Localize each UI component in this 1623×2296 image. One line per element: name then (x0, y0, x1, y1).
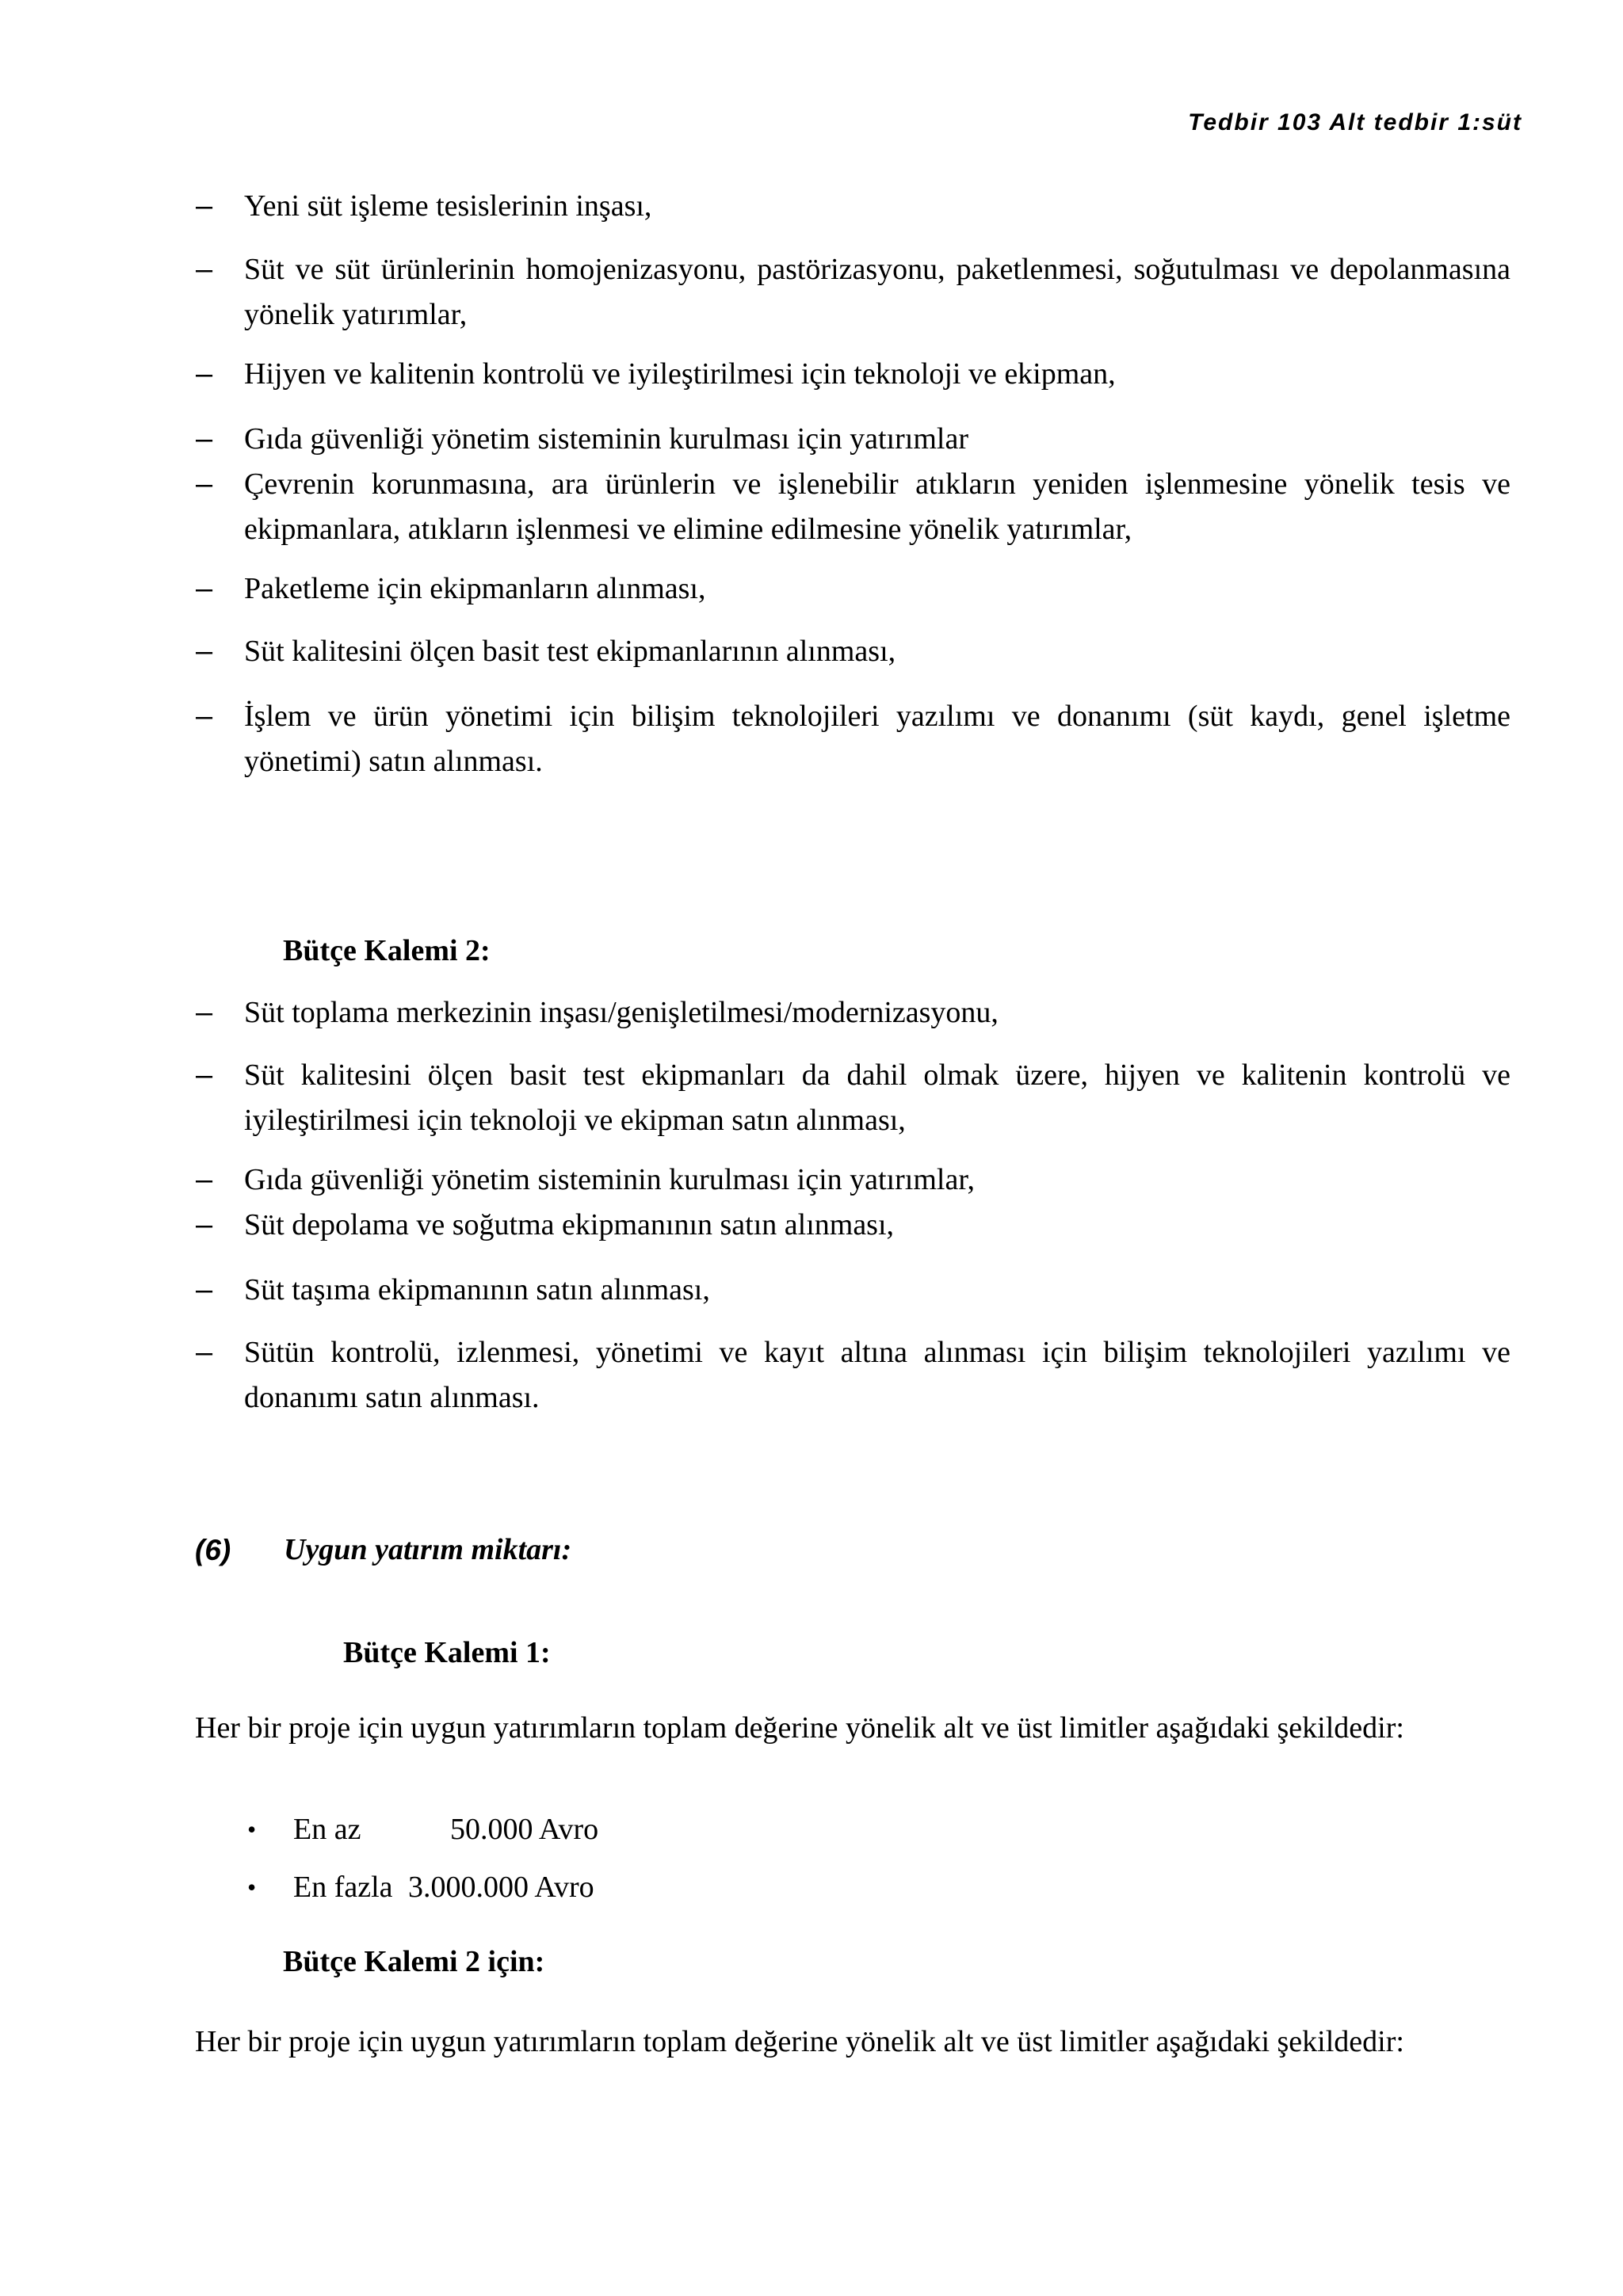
bullet-marker: • (247, 1873, 257, 1901)
list-item: Gıda güvenliği yönetim sisteminin kurulması için yatırımlar (244, 422, 968, 456)
list-item: İşlem ve ürün yönetimi için bilişim teknolojileri yazılımı ve donanımı (süt kaydı, genel işletme yönetimi) satın alınması. (244, 700, 1510, 778)
list-item: Süt kalitesini ölçen basit test ekipmanlarının alınması, (244, 635, 896, 668)
limit-min-value: 50.000 Avro (450, 1813, 599, 1846)
list-item: Çevrenin korunmasına, ara ürünlerin ve işlenebilir atıkların yeniden işlenmesine yönelik tesis ve ekipmanlara, atıkların işlenmesi ve elimine edilmesine yönelik yatırımlar, (244, 467, 1510, 546)
dash-marker: – (196, 572, 213, 605)
limit-max-value: 3.000.000 Avro (408, 1871, 594, 1904)
dash-marker: – (196, 635, 213, 668)
list-item: Paketleme için ekipmanların alınması, (244, 572, 706, 605)
list-item: Süt kalitesini ölçen basit test ekipmanları da dahil olmak üzere, hijyen ve kalitenin kontrolü ve iyileştirilmesi için teknoloji ve ekipman satın alınması, (244, 1058, 1510, 1137)
page-header: Tedbir 103 Alt tedbir 1:süt (1188, 109, 1522, 135)
limit-max-label: En fazla (293, 1871, 393, 1904)
limit-min-label: En az (293, 1813, 361, 1846)
list-item: Süt depolama ve soğutma ekipmanının satın alınması, (244, 1208, 895, 1241)
limits-paragraph: Her bir proje için uygun yatırımların toplam değerine yönelik alt ve üst limitler aşağıdaki şekildedir: (195, 1711, 1404, 1745)
section-title: Uygun yatırım miktarı: (284, 1533, 572, 1566)
section-number: (6) (195, 1534, 231, 1566)
dash-marker: – (196, 700, 213, 733)
dash-marker: – (196, 467, 213, 501)
budget-2-for-heading: Bütçe Kalemi 2 için: (283, 1945, 545, 1978)
list-item: Gıda güvenliği yönetim sisteminin kurulması için yatırımlar, (244, 1163, 975, 1196)
list-item: Süt ve süt ürünlerinin homojenizasyonu, pastörizasyonu, paketlenmesi, soğutulması ve depolanmasına yönelik yatırımlar, (244, 253, 1510, 331)
dash-marker: – (196, 357, 213, 391)
list-item: Süt taşıma ekipmanının satın alınması, (244, 1273, 710, 1306)
dash-marker: – (196, 996, 213, 1029)
bullet-marker: • (247, 1815, 257, 1844)
list-item: Süt toplama merkezinin inşası/genişletilmesi/modernizasyonu, (244, 996, 999, 1029)
dash-marker: – (196, 1058, 213, 1092)
limits-paragraph-2: Her bir proje için uygun yatırımların toplam değerine yönelik alt ve üst limitler aşağıdaki şekildedir: (195, 2025, 1404, 2058)
dash-marker: – (196, 1273, 213, 1306)
list-item: Hijyen ve kalitenin kontrolü ve iyileştirilmesi için teknoloji ve ekipman, (244, 357, 1116, 391)
dash-marker: – (196, 189, 213, 223)
dash-marker: – (196, 253, 213, 286)
list-item: Sütün kontrolü, izlenmesi, yönetimi ve kayıt altına alınması için bilişim teknolojileri yazılımı ve donanımı satın alınması. (244, 1336, 1510, 1414)
list-item: Yeni süt işleme tesislerinin inşası, (244, 189, 652, 223)
dash-marker: – (196, 1163, 213, 1196)
budget-1-heading: Bütçe Kalemi 1: (343, 1636, 551, 1669)
dash-marker: – (196, 1336, 213, 1369)
budget-2-heading: Bütçe Kalemi 2: (283, 934, 491, 967)
dash-marker: – (196, 1208, 213, 1241)
dash-marker: – (196, 422, 213, 456)
